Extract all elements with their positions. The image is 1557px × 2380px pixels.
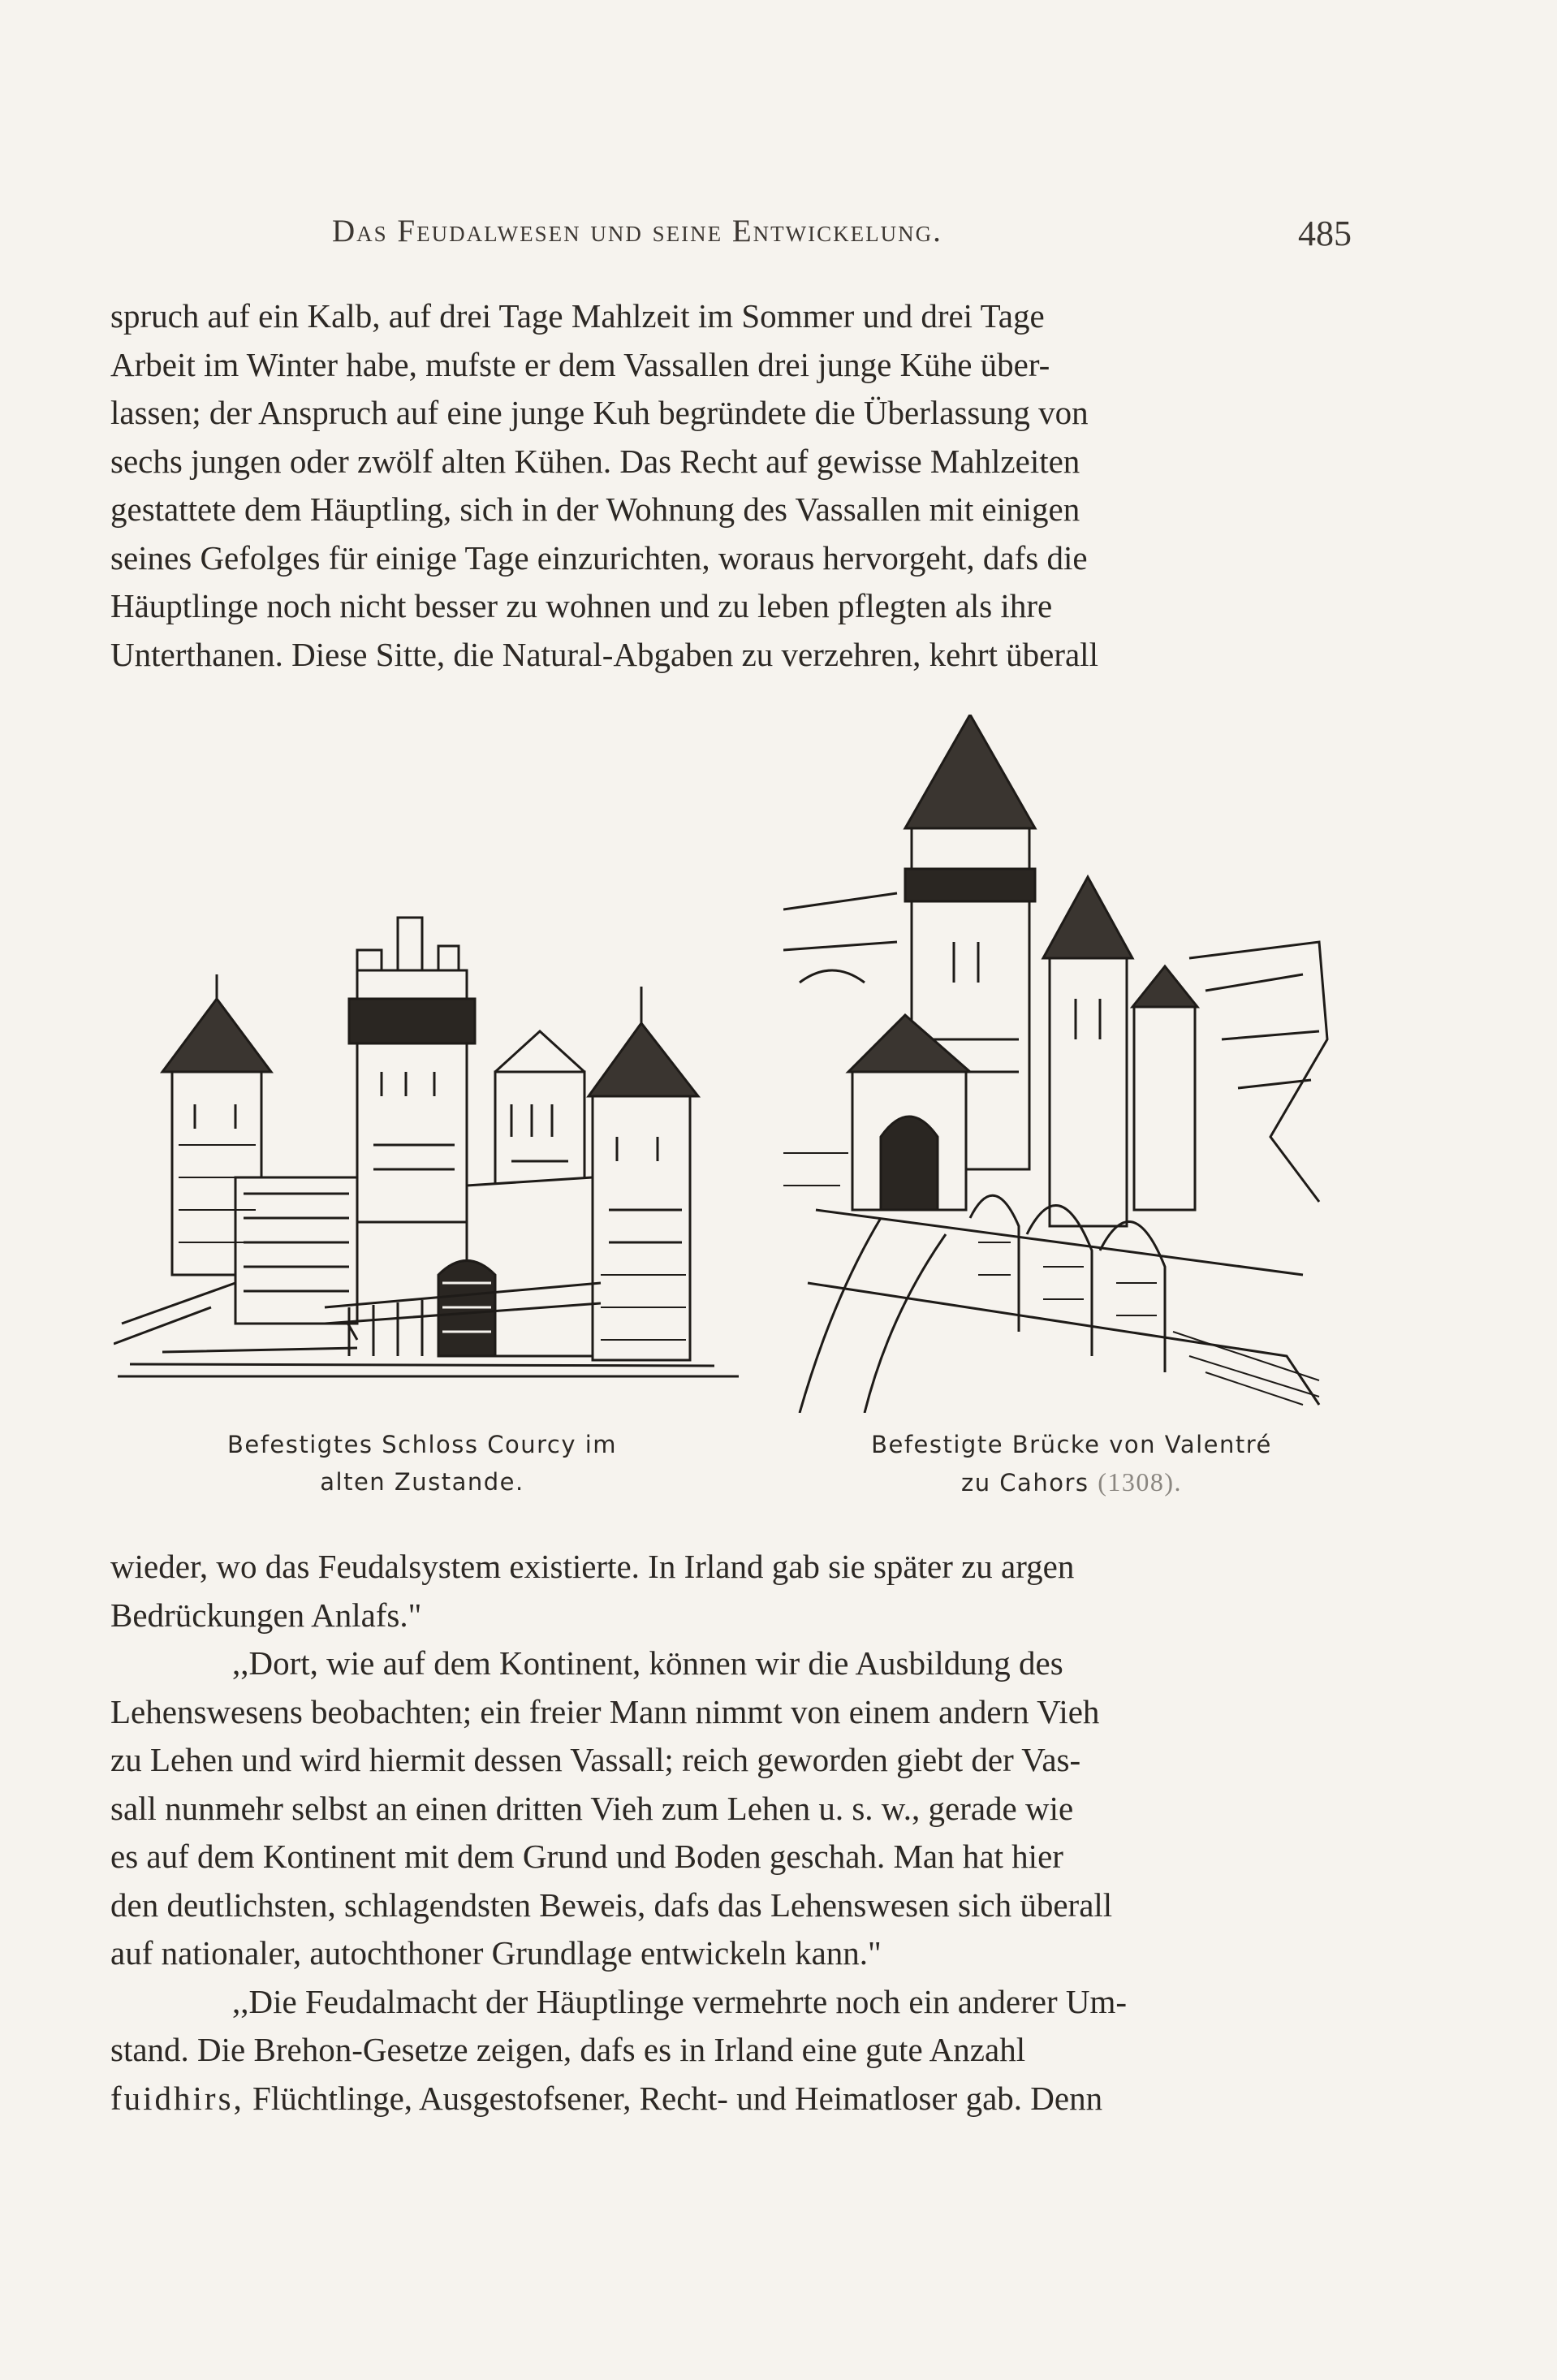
text-line: ,,Dort, wie auf dem Kontinent, können wir die Ausbildung des <box>232 1644 1063 1682</box>
top-paragraph <box>110 292 1348 679</box>
text-line: Häuptlinge noch nicht besser zu wohnen und zu leben pflegten als ihre <box>110 587 1053 624</box>
text-line: zu Lehen und wird hiermit dessen Vassall; reich geworden giebt der Vas- <box>110 1741 1081 1778</box>
text-line-rest: Flüchtlinge, Ausgestofsener, Recht- und Heimatloser gab. Denn <box>244 2079 1103 2117</box>
text-line: es auf dem Kontinent mit dem Grund und Boden geschah. Man hat hier <box>110 1838 1063 1875</box>
text-line: lassen; der Anspruch auf eine junge Kuh begründete die Überlassung von <box>110 394 1089 431</box>
text-line: seines Gefolges für einige Tage einzurichten, woraus hervorgeht, dafs die <box>110 538 1088 577</box>
text-line: gestattete dem Häuptling, sich in der Wohnung des Vassallen mit einigen <box>110 490 1080 528</box>
text-line: sechs jungen oder zwölf alten Kühen. Das Recht auf gewisse Mahlzeiten <box>110 442 1080 480</box>
castle-illustration <box>114 901 747 1389</box>
bridge-illustration <box>783 715 1335 1413</box>
text-line: Lehenswesens beobachten; ein freier Mann nimmt von einem andern Vieh <box>110 1692 1100 1730</box>
running-head <box>110 213 1352 261</box>
text-line: ,,Die Feudalmacht der Häuptlinge vermehrte noch ein anderer Um- <box>232 1982 1128 2020</box>
text-line: sall nunmehr selbst an einen dritten Vieh zum Lehen u. s. w., gerade wie <box>110 1789 1074 1827</box>
text-line: Unterthanen. Diese Sitte, die Natural-Abgaben zu verzehren, kehrt überall <box>110 635 1098 673</box>
text-line: Bedrückungen Anlafs." <box>110 1596 422 1634</box>
left-caption-line1: Befestigtes Schloss Courcy im <box>226 1431 618 1458</box>
right-caption-year: (1308). <box>1098 1467 1183 1497</box>
page-number: 485 <box>1298 214 1352 253</box>
right-caption <box>820 1426 1323 1501</box>
text-line: den deutlichsten, schlagendsten Beweis, dafs das Lehenswesen sich überall <box>110 1885 1113 1924</box>
bottom-text <box>110 1543 1348 2123</box>
right-caption-line2 <box>820 1463 1323 1501</box>
text-line: wieder, wo das Feudalsystem existierte. In Irland gab sie später zu argen <box>110 1548 1075 1585</box>
running-title: Das Feudalwesen und seine Entwickelung. <box>332 214 942 248</box>
text-line: stand. Die Brehon-Gesetze zeigen, dafs es in Irland eine gute Anzahl <box>110 2031 1026 2068</box>
text-line <box>110 2075 1348 2123</box>
bridge-engraving <box>783 715 1335 1413</box>
left-caption-line2: alten Zustande. <box>320 1468 524 1496</box>
text-line: auf nationaler, autochthoner Grundlage entwickeln kann." <box>110 1934 882 1972</box>
castle-engraving <box>114 901 747 1389</box>
text-line: Arbeit im Winter habe, mufste er dem Vassallen drei junge Kühe über- <box>110 345 1050 383</box>
text-line: spruch auf ein Kalb, auf drei Tage Mahlzeit im Sommer und drei Tage <box>110 297 1045 335</box>
left-caption <box>138 1426 706 1501</box>
right-caption-place: zu Cahors <box>960 1469 1089 1497</box>
spaced-term: fuidhirs, <box>110 2079 244 2117</box>
right-caption-line1: Befestigte Brücke von Valentré <box>871 1431 1272 1458</box>
